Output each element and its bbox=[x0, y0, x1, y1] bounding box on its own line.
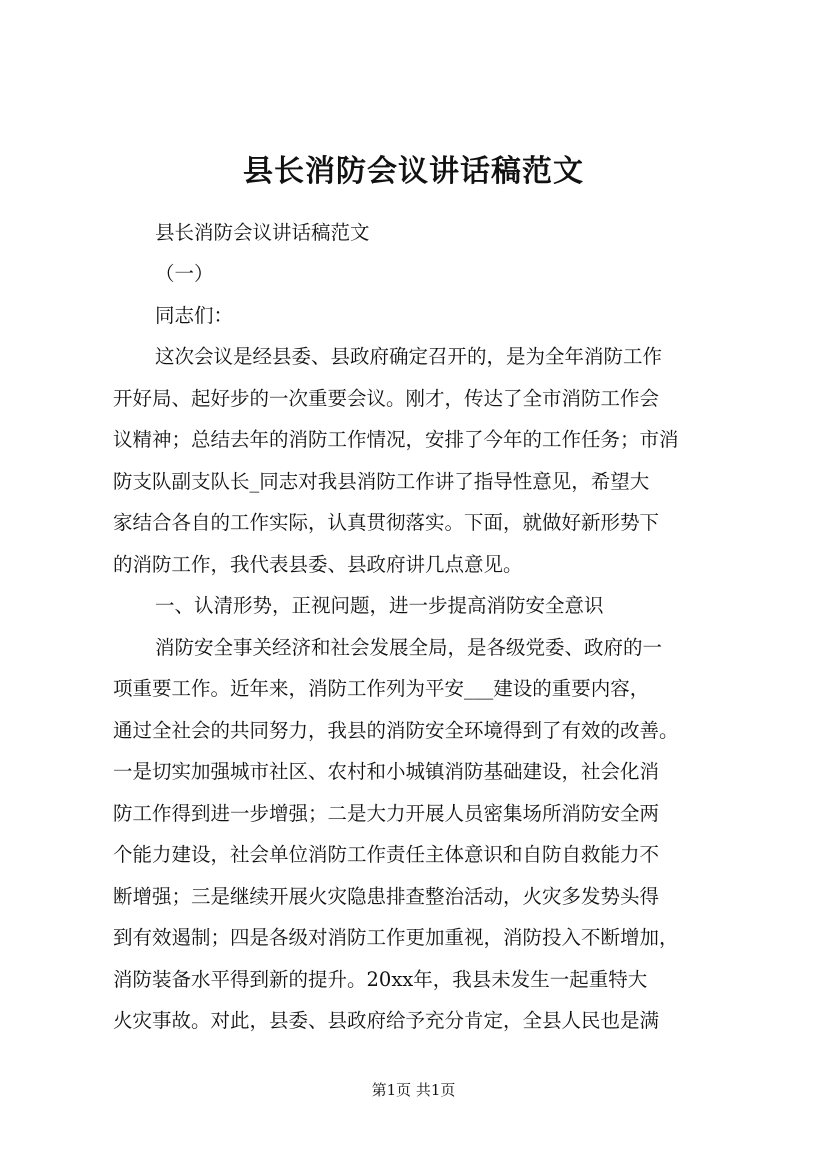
paragraph-line: 项重要工作。近年来，消防工作列为平安___建设的重要内容， bbox=[113, 677, 650, 700]
section-heading: 一、认清形势，正视问题，进一步提高消防安全意识 bbox=[155, 594, 604, 617]
document-title: 县长消防会议讲话稿范文 bbox=[243, 154, 584, 189]
salutation: 同志们： bbox=[155, 303, 234, 327]
spacer bbox=[113, 170, 727, 212]
paragraph-line: 到有效遏制；四是各级对消防工作更加重视，消防投入不断增加， bbox=[113, 926, 679, 949]
paragraph-line: 议精神；总结去年的消防工作情况，安排了今年的工作任务；市消 bbox=[113, 428, 679, 451]
paragraph-line: 开好局、起好步的一次重要会议。刚才，传达了全市消防工作会 bbox=[113, 386, 660, 410]
subtitle-line: 县长消防会议讲话稿范文 bbox=[155, 220, 370, 244]
paragraph-line: 个能力建设，社会单位消防工作责任主体意识和自防自救能力不 bbox=[113, 843, 660, 866]
paragraph-line: 防支队副支队长_同志对我县消防工作讲了指导性意见，希望大 bbox=[113, 469, 650, 493]
paragraph-line: 火灾事故。对此，县委、县政府给予充分肯定，全县人民也是满 bbox=[113, 1009, 660, 1032]
paragraph-line: 消防装备水平得到新的提升。20xx年，我县未发生一起重特大 bbox=[113, 967, 648, 991]
paragraph-line: 断增强；三是继续开展火灾隐患排查整治活动，火灾多发势头得 bbox=[113, 884, 660, 908]
paragraph-line: 一是切实加强城市社区、农村和小城镇消防基础建设，社会化消 bbox=[113, 760, 660, 783]
paragraph-line: 的消防工作，我代表县委、县政府讲几点意见。 bbox=[113, 552, 523, 576]
paragraph-line: 通过全社会的共同努力，我县的消防安全环境得到了有效的改善。 bbox=[113, 718, 679, 742]
section-number: （一） bbox=[155, 262, 214, 285]
paragraph-line: 这次会议是经县委、县政府确定召开的，是为全年消防工作 bbox=[155, 345, 663, 368]
paragraph-line: 防工作得到进一步增强；二是大力开展人员密集场所消防安全两 bbox=[113, 801, 660, 825]
page-footer: 第1页 共1页 bbox=[371, 1081, 456, 1099]
paragraph-line: 家结合各自的工作实际，认真贯彻落实。下面，就做好新形势下 bbox=[113, 511, 660, 534]
paragraph-line: 消防安全事关经济和社会发展全局，是各级党委、政府的一 bbox=[155, 635, 663, 659]
document-body bbox=[113, 170, 727, 1042]
